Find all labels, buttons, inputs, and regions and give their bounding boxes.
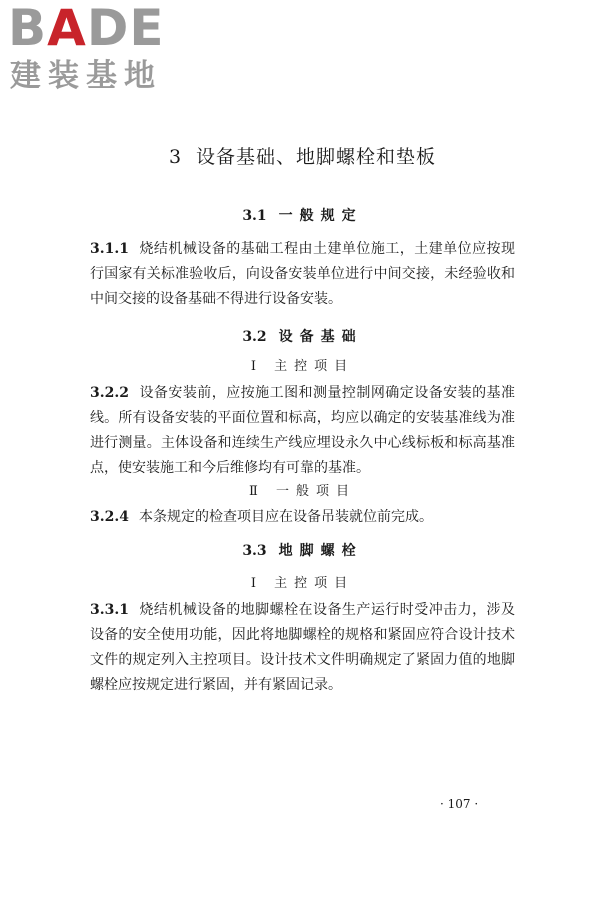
subsection-main-control-items: Ⅰ 主控项目 xyxy=(250,359,355,374)
chapter-number: 3 xyxy=(168,146,183,168)
subsection-main-control-items: Ⅰ 主控项目 xyxy=(250,576,355,591)
clause-3-2-2 xyxy=(90,381,515,481)
clause-text: 本条规定的检查项目应在设备吊装就位前完成。 xyxy=(138,509,433,525)
logo-brand-text: BADE xyxy=(8,0,165,57)
logo-subtitle: 建装基地 xyxy=(10,58,162,94)
subsection-general-items: Ⅱ 一般项目 xyxy=(249,484,356,499)
clause-number: 3.2.2 xyxy=(90,385,129,401)
clause-number: 3.3.1 xyxy=(90,602,129,618)
section-heading-3-2: 3.2 设备基础 xyxy=(242,329,363,345)
logo-brand-accent: A xyxy=(47,0,87,57)
chapter-title xyxy=(90,142,515,172)
section-heading-3-1: 3.1 一般规定 xyxy=(242,208,363,224)
clause-number: 3.1.1 xyxy=(90,241,129,257)
clause-text: 烧结机械设备的地脚螺栓在设备生产运行时受冲击力，涉及设备的安全使用功能，因此将地脚螺栓的规格和紧固应符合设计技术文件的规定列入主控项目。设计技术文件明确规定了紧固力值的地脚螺栓应按规定进行紧固，并有紧固记录。 xyxy=(90,602,515,693)
clause-number: 3.2.4 xyxy=(90,509,129,525)
watermark-logo xyxy=(8,2,178,97)
chapter-title-text: 设备基础、地脚螺栓和垫板 xyxy=(196,146,437,168)
section-heading-3-3: 3.3 地脚螺栓 xyxy=(242,543,363,559)
page-number: · 107 · xyxy=(440,797,479,811)
clause-3-1-1 xyxy=(90,237,515,312)
clause-3-2-4 xyxy=(90,505,515,530)
clause-3-3-1 xyxy=(90,598,515,698)
clause-text: 烧结机械设备的基础工程由土建单位施工，土建单位应按现行国家有关标准验收后，向设备安装单位进行中间交接，未经验收和中间交接的设备基础不得进行设备安装。 xyxy=(90,241,515,307)
clause-text: 设备安装前，应按施工图和测量控制网确定设备安装的基准线。所有设备安装的平面位置和标高，均应以确定的安装基准线为准进行测量。主体设备和连续生产线应埋设永久中心线标板和标高基准点，使安装施工和今后维修均有可靠的基准。 xyxy=(90,385,515,476)
